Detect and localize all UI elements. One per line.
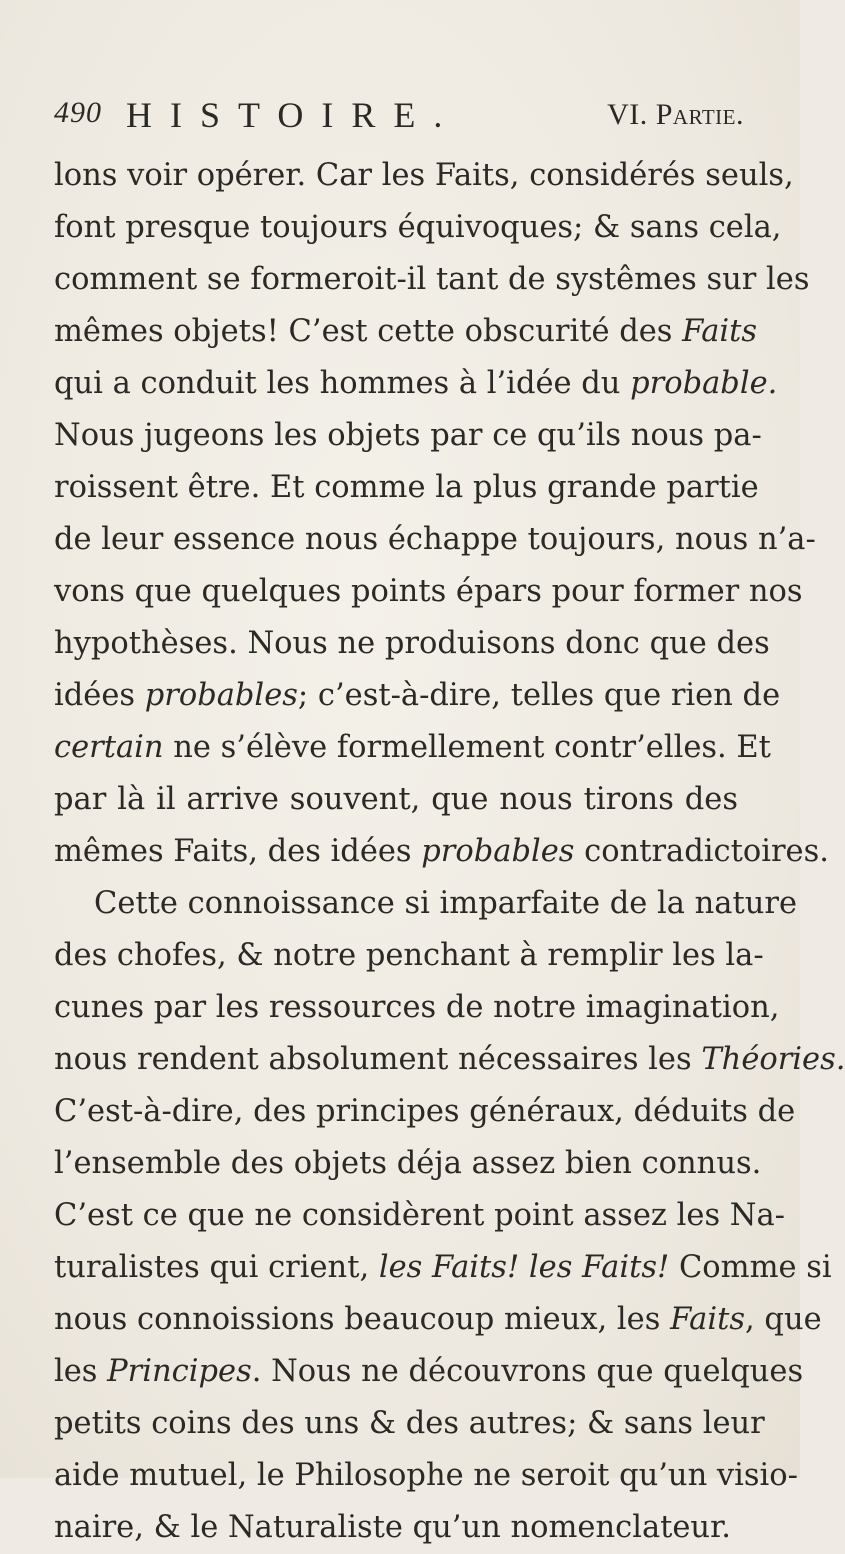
italic-text: certain bbox=[54, 730, 164, 765]
text-segment: de leur essence nous échappe toujours, nous n’a- bbox=[54, 522, 816, 557]
italic-text: probables bbox=[421, 834, 575, 869]
text-segment: lons voir opérer. Car les Faits, considérés seuls, bbox=[54, 158, 794, 193]
text-line bbox=[54, 618, 770, 670]
text-segment: nous connoissions beaucoup mieux, les bbox=[54, 1302, 671, 1337]
page-header bbox=[54, 96, 744, 146]
text-line bbox=[54, 1242, 832, 1294]
text-line bbox=[54, 930, 764, 982]
text-line bbox=[54, 1502, 738, 1554]
italic-text: probable. bbox=[630, 366, 778, 401]
text-segment: nous rendent absolument nécessaires les bbox=[54, 1042, 702, 1077]
text-line bbox=[54, 1450, 798, 1502]
text-segment: cunes par les ressources de notre imagination, bbox=[54, 990, 780, 1025]
text-line bbox=[54, 410, 762, 462]
text-segment: l’ensemble des objets déja assez bien connus. bbox=[54, 1146, 762, 1181]
text-segment: turalistes qui crient, bbox=[54, 1250, 379, 1285]
text-line bbox=[54, 722, 771, 774]
text-segment: ; c’est-à-dire, telles que rien de bbox=[297, 678, 781, 713]
text-segment: font presque toujours équivoques; & sans cela, bbox=[54, 210, 782, 245]
text-line bbox=[54, 1086, 796, 1138]
text-line bbox=[54, 1294, 822, 1346]
text-segment: qui a conduit les hommes à l’idée du bbox=[54, 366, 631, 401]
text-line bbox=[54, 358, 778, 410]
text-segment: hypothèses. Nous ne produisons donc que des bbox=[54, 626, 770, 661]
part-label: VI. Partie. bbox=[607, 98, 744, 131]
text-segment: Nous jugeons les objets par ce qu’ils nous pa- bbox=[54, 418, 762, 453]
italic-text: Faits bbox=[670, 1302, 746, 1337]
text-segment: comment se formeroit-il tant de systêmes sur les bbox=[54, 262, 810, 297]
page-number: 490 bbox=[54, 96, 102, 129]
text-line bbox=[54, 566, 803, 618]
text-segment: contradictoires. bbox=[574, 834, 829, 869]
text-segment: vons que quelques points épars pour former nos bbox=[54, 574, 803, 609]
text-line bbox=[54, 514, 816, 566]
text-line bbox=[54, 1398, 765, 1450]
body-text bbox=[54, 150, 845, 1554]
text-segment: idées bbox=[54, 678, 145, 713]
text-segment: des chofes, & notre penchant à remplir les la- bbox=[54, 938, 764, 973]
text-line bbox=[54, 254, 810, 306]
text-line bbox=[54, 1138, 762, 1190]
italic-text: Principes bbox=[107, 1354, 252, 1389]
italic-text: probables bbox=[144, 678, 298, 713]
text-line bbox=[54, 150, 794, 202]
text-segment: Cette connoissance si imparfaite de la nature bbox=[94, 886, 798, 921]
text-line bbox=[54, 1034, 845, 1086]
text-line bbox=[54, 774, 738, 826]
running-title: HISTOIRE. bbox=[126, 95, 461, 135]
text-segment: C’est-à-dire, des principes généraux, déduits de bbox=[54, 1094, 796, 1129]
italic-text: les Faits! les Faits! bbox=[378, 1250, 670, 1285]
text-segment: ne s’élève formellement contr’elles. Et bbox=[163, 730, 771, 765]
text-line bbox=[54, 202, 782, 254]
text-segment: mêmes objets! C’est cette obscurité des bbox=[54, 314, 683, 349]
text-segment: , que bbox=[745, 1302, 822, 1337]
text-segment: les bbox=[54, 1354, 108, 1389]
text-segment: C’est ce que ne considèrent point assez les Na- bbox=[54, 1198, 785, 1233]
text-line bbox=[54, 982, 780, 1034]
text-segment: petits coins des uns & des autres; & sans leur bbox=[54, 1406, 765, 1441]
text-segment: naire, & le Naturaliste qu’un nomenclateur. bbox=[54, 1510, 732, 1545]
text-line bbox=[54, 670, 781, 722]
text-line bbox=[54, 1346, 804, 1398]
text-segment: aide mutuel, le Philosophe ne seroit qu’un visio- bbox=[54, 1458, 798, 1493]
text-line bbox=[54, 878, 798, 930]
text-line bbox=[54, 462, 759, 514]
text-line bbox=[54, 306, 758, 358]
text-line bbox=[54, 1190, 785, 1242]
text-segment: mêmes Faits, des idées bbox=[54, 834, 422, 869]
text-line bbox=[54, 826, 829, 878]
italic-text: Théories. bbox=[701, 1042, 845, 1077]
text-segment: par là il arrive souvent, que nous tirons des bbox=[54, 782, 738, 817]
text-segment: . Nous ne découvrons que quelques bbox=[251, 1354, 804, 1389]
text-segment: roissent être. Et comme la plus grande partie bbox=[54, 470, 759, 505]
italic-text: Faits bbox=[682, 314, 758, 349]
text-segment: Comme si bbox=[669, 1250, 832, 1285]
